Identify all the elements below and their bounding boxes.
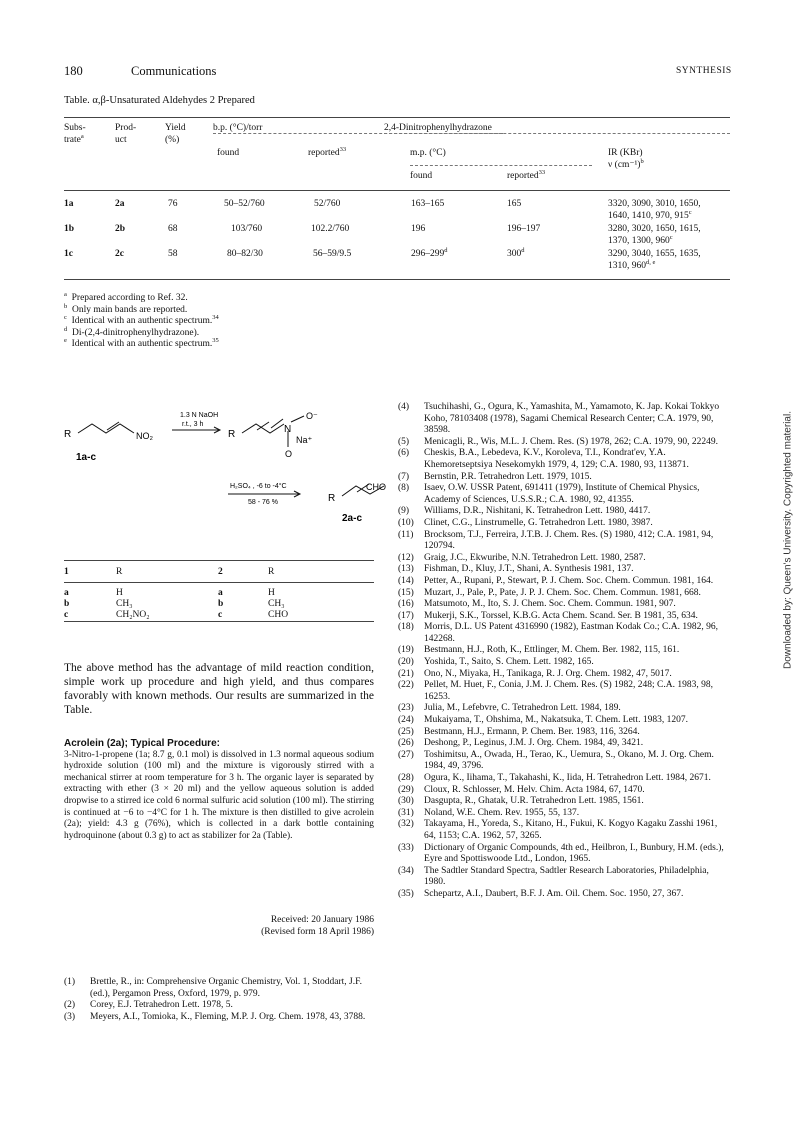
received-block [64,914,374,938]
row-2-bp-reported: 102.2/760 [311,224,350,234]
scheme-label-cho: CHO [366,482,386,492]
reference-number: (6) [398,448,410,459]
reference-number: (9) [398,506,410,517]
reference-number: (34) [398,865,414,876]
scheme-label-r3: R [328,493,336,504]
reaction-scheme [60,400,386,530]
subtable-cell: CH₃ [268,599,285,609]
journal-name: SYNTHESIS [676,66,732,76]
reference-item [398,796,730,808]
reference-number: (26) [398,738,414,749]
scheme-label-no2: NO₂ [136,431,153,441]
reference-text: Mukaiyama, T., Ohshima, M., Nakatsuka, T. Chem. Lett. 1983, 1207. [424,715,688,726]
table-title: Table. α,β-Unsaturated Aldehydes 2 Prepared [64,95,255,106]
compound-2-label: 2a-c [342,513,363,524]
row-3-substrate: 1c [64,249,73,259]
row-3-yield: 58 [168,249,178,259]
reference-number: (17) [398,610,414,621]
reference-item [398,611,730,623]
reference-number: (35) [398,888,414,899]
reference-number: (33) [398,842,414,853]
row-2-product: 2b [115,224,126,234]
row-3-ir-line1: 3290, 3040, 1655, 1635, [608,249,701,259]
reference-text: Toshimitsu, A., Owada, H., Terao, K., Uemura, S., Okano, M. J. Org. Chem. 1984, 49, 3796. [424,749,714,772]
reference-item [398,402,730,437]
reference-text: Tsuchihashi, G., Ogura, K., Yamashita, M., Yamamoto, K. Jap. Kokai Tokkyo Koho, 78103408 (1978), Sagami Chemical Research Center; C.A. 1979, 90, 38598. [424,402,720,436]
row-1-yield: 76 [168,199,178,209]
footnote: $^b$ Only main bands are reported. [64,302,188,315]
reference-text: Brettle, R., in: Comprehensive Organic Chemistry, Vol. 1, Stoddart, J.F. (ed.), Pergamon Press, Oxford, 1979, p. 979. [90,977,362,999]
reference-item [398,645,730,657]
footnote: $^e$ Identical with an authentic spectrum.$^{35}$ [64,336,219,349]
reference-text: Pellet, M. Huet, F., Conia, J.M. J. Chem. Res. (S) 1982, 248; C.A. 1983, 98, 16253. [424,680,713,702]
reference-text: Williams, D.R., Nishitani, K. Tetrahedron Lett. 1980, 4417. [424,506,651,517]
row-1-mp-found: 163–165 [411,199,445,209]
reference-item [398,785,730,797]
reference-number: (4) [398,402,410,412]
row-1-mp-reported: 165 [507,199,522,209]
footnote: $^c$ Identical with an authentic spectrum.$^{34}$ [64,313,219,326]
subtable-cell: H [116,588,123,598]
col-mp-found: found [410,171,433,181]
row-2-ir-line1: 3280, 3020, 1650, 1615, [608,224,701,234]
reference-item [398,588,730,600]
reference-number: (18) [398,622,414,633]
reference-item [398,808,730,820]
row-3-bp-found: 80–82/30 [227,249,263,259]
reference-number: (20) [398,657,414,668]
nitronate-chain [242,424,284,433]
col-bp: b.p. (°C)/torr [213,123,263,133]
subtable-rule-bottom [64,621,374,622]
row-1-ir-line2: 1640, 1410, 970, 915$^c$ [608,208,692,221]
subtable-cell: c [218,610,223,620]
reference-number: (27) [398,749,414,760]
reference-text: Brocksom, T.J., Ferreira, J.T.B. J. Chem. Res. (S) 1980, 412; C.A. 1981, 94, 120794. [424,529,714,552]
reference-item [398,715,730,727]
row-2-mp-found: 196 [411,224,426,234]
reference-number: (13) [398,564,414,575]
scheme-label-o-minus: O⁻ [306,411,318,421]
revised-date: (Revised form 18 April 1986) [261,927,374,937]
reference-text: Yoshida, T., Saito, S. Chem. Lett. 1982, 165. [424,657,594,668]
reference-text: Corey, E.J. Tetrahedron Lett. 1978, 5. [90,1000,233,1011]
row-1-bp-found: 50–52/760 [224,199,265,209]
references-right [398,402,730,901]
reference-item [398,483,730,506]
col-mp: m.p. (°C) [410,148,446,158]
reference-item [398,819,730,842]
reference-item [64,977,374,1000]
reference-item [398,576,730,588]
col-ir-unit: ν $(cm^{-1})^b$ [608,157,644,170]
reference-text: Dasgupta, R., Ghatak, U.R. Tetrahedron Lett. 1985, 1561. [424,796,644,807]
reference-number: (5) [398,436,410,447]
reference-number: (22) [398,680,414,691]
procedure-heading: Acrolein (2a); Typical Procedure: [64,738,220,749]
reference-item [398,866,730,889]
row-3-product: 2c [115,249,124,259]
subtable-cell: a [64,588,69,598]
table-footnotes [64,290,219,351]
row-1-product: 2a [115,199,125,209]
reference-number: (10) [398,517,414,528]
reference-number: (29) [398,784,414,795]
row-1-ir-line1: 3320, 3090, 3010, 1650, [608,199,701,209]
row-2-substrate: 1b [64,224,75,234]
nitronate-double-bond-2 [271,419,283,428]
reference-number: (25) [398,726,414,737]
subtable-head-r2: R [268,567,275,577]
subtable-cell: b [218,599,224,609]
footnote: $^d$ Di-(2,4-dinitrophenylhydrazone). [64,325,200,338]
n-o-bond [291,416,304,422]
footnote: $^a$ Prepared according to Ref. 32. [64,290,188,303]
subtable-cell: CH₃ [116,599,133,609]
reference-number: (32) [398,819,414,830]
col-bp-reported: reported$^{33}$ [308,145,347,158]
table-rule-top [64,117,730,118]
reference-text: Julia, M., Lefebvre, C. Tetrahedron Lett. 1984, 189. [424,703,621,714]
reference-item [398,530,730,553]
reference-item [398,738,730,750]
reagent-2-line2: 58 - 76 % [248,499,278,506]
reference-number: (14) [398,575,414,586]
procedure [64,738,374,842]
table-rule-mp [410,165,592,166]
table-rule-bottom [64,279,730,280]
row-3-mp-reported: 300$^d$ [507,246,525,259]
body-paragraph: The above method has the advantage of mild reaction condition, simple work up procedure and high yield, and thus compares favorably with known methods. Our results are summarized in the Table. [64,662,374,716]
scheme-label-r2: R [228,429,236,440]
reference-item [398,564,730,576]
row-3-bp-reported: 56–59/9.5 [313,249,352,259]
reference-item [398,518,730,530]
subtable-cell: b [64,599,70,609]
reference-text: Cloux, R. Schlosser, M. Helv. Chim. Acta 1984, 67, 1470. [424,784,645,795]
reference-text: Ogura, K., Iihama, T., Takahashi, K., Iida, H. Tetrahedron Lett. 1984, 2671. [424,773,711,783]
scheme-label-n: N [284,424,292,435]
row-3-ir-line2: 1310, 960$^{d, e}$ [608,258,656,271]
reference-item [398,727,730,739]
subtable-cell: CHO [268,610,289,620]
subtable-cell: c [64,610,69,620]
reference-text: Noland, W.E. Chem. Rev. 1955, 55, 137. [424,807,580,818]
subtable-cell: H [268,588,275,598]
reference-item [398,506,730,518]
reference-number: (2) [64,1000,76,1011]
reference-item [398,669,730,681]
reference-text: Schepartz, A.I., Daubert, B.F. J. Am. Oil. Chem. Soc. 1950, 27, 367. [424,888,684,899]
row-2-yield: 68 [168,224,178,234]
reference-item [398,553,730,565]
reference-text: Mukerji, S.K., Torssel, K.B.G. Acta Chem. Scand. Ser. B 1981, 35, 634. [424,610,698,621]
page-number: 180 [64,64,83,78]
subtable-cell: CH₂NO₂ [116,610,150,620]
reference-text: Isaev, O.W. USSR Patent, 691411 (1979), Institute of Chemical Physics, Academy of Sciences, U.S.S.R.; C.A. 1980, 92, 41355. [424,483,700,505]
reference-text: Meyers, A.I., Tomioka, K., Fleming, M.P. J. Org. Chem. 1978, 43, 3788. [90,1011,366,1022]
reference-item [398,622,730,645]
row-2-ir-line2: 1370, 1300, 960$^c$ [608,233,673,246]
reference-number: (1) [64,977,76,987]
subtable-cell: a [218,588,223,598]
reference-number: (30) [398,796,414,807]
substrate-chain [78,424,134,433]
reference-item [398,472,730,484]
reference-text: Menicagli, R., Wis, M.L. J. Chem. Res. (S) 1978, 262; C.A. 1979, 90, 22249. [424,436,718,447]
row-2-mp-reported: 196–197 [507,224,541,234]
reference-number: (3) [64,1011,76,1022]
reference-number: (31) [398,807,414,818]
reference-number: (19) [398,645,414,656]
reference-item [398,657,730,669]
reference-text: Cheskis, B.A., Lebedeva, K.V., Koroleva, T.I., Kondrat'ev, Y.A. Khemoretseptsiya Nesekomykh 1979, 4, 129; C.A. 1980, 93, 113871. [424,448,689,470]
reference-text: Takayama, H., Yoreda, S., Kitano, H., Fukui, K. Kogyo Kagaku Zasshi 1961, 64, 1153; C.A. 1962, 57, 3265. [424,819,718,841]
row-1-bp-reported: 52/760 [314,199,341,209]
reference-number: (24) [398,715,414,726]
reference-item [398,889,730,901]
table-rule-header [64,190,730,191]
download-watermark: Downloaded by: Queen's University. Copyrighted material. [782,411,794,669]
references-left [64,977,374,1023]
reference-number: (28) [398,773,414,783]
reference-text: Dictionary of Organic Compounds, 4th ed., Heilbron, I., Bunbury, H.M. (eds.), Eyre and Spottiswoode Ltd., London, 1965. [424,842,724,865]
reference-number: (15) [398,587,414,598]
compound-1-label: 1a-c [76,452,97,463]
reference-text: The Sadtler Standard Spectra, Sadtler Research Laboratories, Philadelphia, 1980. [424,865,709,888]
reference-item [64,1000,374,1012]
section-title: Communications [131,64,217,78]
reagent-1-line1: 1.3 N NaOH [180,412,219,419]
subtable-head-2: 2 [218,567,223,577]
row-2-bp-found: 103/760 [231,224,263,234]
reference-number: (16) [398,599,414,610]
subtable-rule-mid [64,582,374,583]
reference-text: Morris, D.L. US Patent 4316990 (1982), Eastman Kodak Co.; C.A. 1982, 96, 142268. [424,622,718,644]
scheme-label-r1: R [64,429,72,440]
col-substrate: Subs- trate$^a$ [64,123,86,145]
subtable-head-r1: R [116,567,123,577]
scheme-label-na: Na⁺ [296,435,313,445]
reference-text: Matsumoto, M., Ito, S. J. Chem. Soc. Chem. Commun. 1981, 907. [424,599,676,610]
reference-text: Clinet, C.G., Linstrumelle, G. Tetrahedron Lett. 1980, 3987. [424,517,653,528]
col-mp-reported: reported$^{33}$ [507,168,546,181]
reference-text: Muzart, J., Pale, P., Pate, J. P. J. Chem. Soc. Chem. Commun. 1981, 668. [424,587,701,598]
reference-number: (7) [398,471,410,482]
row-1-substrate: 1a [64,199,74,209]
reagent-2-line1: H₂SO₄ , -6 to -4°C [230,483,287,490]
reference-item [398,437,730,449]
row-3-mp-found: 296–299$^d$ [411,246,448,259]
reference-item [398,599,730,611]
reference-item [398,843,730,866]
col-bp-found: found [217,148,240,158]
reference-text: Graig, J.C., Ekwuribe, N.N. Tetrahedron Lett. 1980, 2587. [424,552,646,563]
reference-item [398,750,730,773]
col-ir: IR (KBr) [608,148,643,158]
reference-text: Bestmann, H.J., Roth, K., Ettlinger, M. Chem. Ber. 1982, 115, 161. [424,645,680,656]
subtable-head-1: 1 [64,567,69,577]
reference-number: (11) [398,529,414,540]
reference-text: Petter, A., Rupani, P., Stewart, P. J. Chem. Soc. Chem. Commun. 1981, 164. [424,575,714,586]
subtable-rule-top [64,560,374,561]
reference-number: (23) [398,703,414,714]
reference-number: (12) [398,552,414,563]
col-yield: Yield (%) [165,123,186,145]
reference-text: Bestmann, H.J., Ermann, P. Chem. Ber. 1983, 116, 3264. [424,726,640,737]
received-date: Received: 20 January 1986 [270,915,374,925]
col-product: Prod- uct [115,123,137,145]
reference-number: (21) [398,668,414,679]
procedure-text: 3-Nitro-1-propene (1a; 8.7 g, 0.1 mol) is dissolved in 1.3 normal aqueous sodium hydroxide solution (100 ml) and the mixture is vigorously stirred with a mechanical stirrer at room temperature for 3 h. The organic layer is separated by extracting with ether (3 × 20 ml) and the yellow aqueous solution is added dropwise to a stirred ice cold 6 normal sulfuric acid solution (100 ml). The stirring is continued at −6 to −4°C for 1 h. The mixture is then distilled to give acrolein (2a); yield: 4.3 g (76%), which is collected in a dark bottle containing hydroquinone (about 0.3 g) to act as stabilizer for 2a (Table). [64,749,374,841]
reference-text: Ono, N., Miyaka, H., Tanikaga, R. J. Org. Chem. 1982, 47, 5017. [424,668,672,679]
reference-item [398,448,730,471]
col-dnp: 2,4-Dinitrophenylhydrazone [384,123,492,133]
reference-text: Deshong, P., Leginus, J.M. J. Org. Chem. 1984, 49, 3421. [424,738,644,749]
reference-item [398,680,730,703]
reference-number: (8) [398,483,410,494]
reference-text: Fishman, D., Kluy, J.T., Shani, A. Synthesis 1981, 137. [424,564,634,575]
reagent-1-line2: r.t., 3 h [182,421,204,428]
reference-item [64,1012,374,1024]
reference-item [398,773,730,785]
reference-item [398,703,730,715]
reference-text: Bernstin, P.R. Tetrahedron Lett. 1979, 1015. [424,471,592,482]
scheme-label-o: O [285,449,293,459]
